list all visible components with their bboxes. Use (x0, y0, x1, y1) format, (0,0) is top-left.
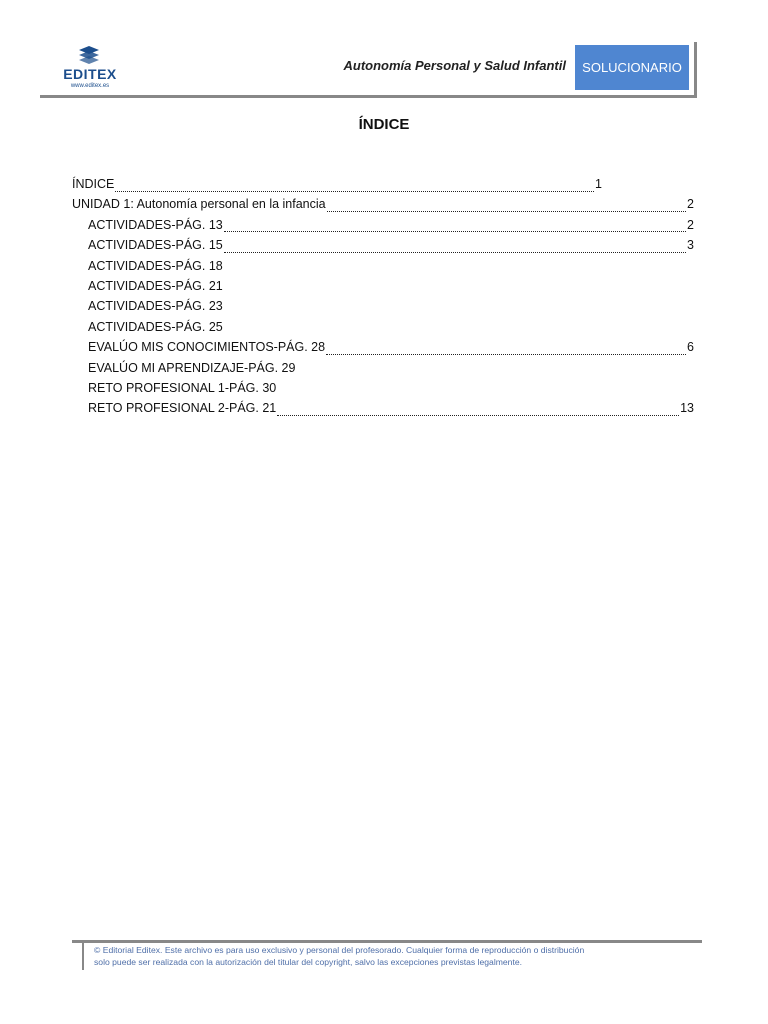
toc-dot-leader (326, 354, 686, 355)
toc-dot-leader (327, 211, 686, 212)
toc-entry-page: 3 (687, 238, 694, 253)
toc-entry-label: ACTIVIDADES-PÁG. 21 (88, 278, 223, 293)
toc-entry[interactable] (72, 197, 694, 217)
toc-entry[interactable] (72, 340, 694, 360)
toc-entry-label: EVALÚO MI APRENDIZAJE-PÁG. 29 (88, 360, 296, 375)
toc-entry-page: 6 (687, 340, 694, 355)
toc-entry-page: 1 (595, 177, 602, 191)
logo-url: www.editex.es (70, 83, 110, 89)
toc-entry[interactable] (72, 238, 694, 258)
toc-entry[interactable] (72, 361, 694, 381)
toc-dot-leader (224, 231, 686, 232)
toc-entry[interactable] (72, 381, 694, 401)
header-divider (40, 95, 694, 98)
toc-entry[interactable] (72, 177, 602, 197)
footer-divider (72, 940, 702, 943)
copyright-line-1: © Editorial Editex. Este archivo es para uso exclusivo y personal del profesorado. Cualquier forma de reproducción o distribución (94, 945, 585, 955)
toc-entry[interactable] (72, 320, 694, 340)
toc-entry-page: 2 (687, 217, 694, 232)
table-of-contents (72, 177, 694, 422)
page-title: ÍNDICE (358, 116, 410, 133)
toc-entry-label: ACTIVIDADES-PÁG. 18 (88, 258, 223, 273)
toc-dot-leader (277, 415, 679, 416)
page-footer (72, 940, 702, 970)
toc-entry[interactable] (72, 401, 694, 421)
editex-logo-icon (76, 46, 102, 66)
toc-entry[interactable] (72, 299, 694, 319)
toc-entry-label: ACTIVIDADES-PÁG. 13 (88, 217, 223, 232)
toc-entry[interactable] (72, 259, 694, 279)
toc-dot-leader (115, 191, 594, 192)
editex-logo (52, 46, 128, 92)
toc-entry[interactable] (72, 218, 694, 238)
document-title: Autonomía Personal y Salud Infantil (343, 58, 566, 73)
toc-entry-label: ACTIVIDADES-PÁG. 23 (88, 299, 223, 314)
copyright-notice (94, 944, 694, 968)
toc-dot-leader (224, 252, 686, 253)
toc-entry-label: UNIDAD 1: Autonomía personal en la infancia (72, 197, 326, 212)
toc-entry-page: 2 (687, 197, 694, 212)
toc-entry-page: 13 (680, 401, 694, 416)
solucionario-badge: SOLUCIONARIO (575, 45, 689, 90)
copyright-line-2: solo puede ser realizada con la autorización del titular del copyright, salvo las excepciones previstas legalmente. (94, 957, 523, 967)
logo-name: EDITEX (63, 66, 117, 82)
toc-entry-label: RETO PROFESIONAL 2-PÁG. 21 (88, 401, 277, 416)
toc-entry-label: ACTIVIDADES-PÁG. 15 (88, 238, 223, 253)
toc-entry-label: ÍNDICE (72, 177, 115, 191)
toc-entry[interactable] (72, 279, 694, 299)
toc-entry-label: RETO PROFESIONAL 1-PÁG. 30 (88, 380, 277, 395)
toc-entry-label: ACTIVIDADES-PÁG. 25 (88, 319, 223, 334)
page-header (40, 42, 697, 98)
toc-entry-label: EVALÚO MIS CONOCIMIENTOS-PÁG. 28 (88, 340, 326, 355)
footer-side-bar (82, 940, 84, 970)
